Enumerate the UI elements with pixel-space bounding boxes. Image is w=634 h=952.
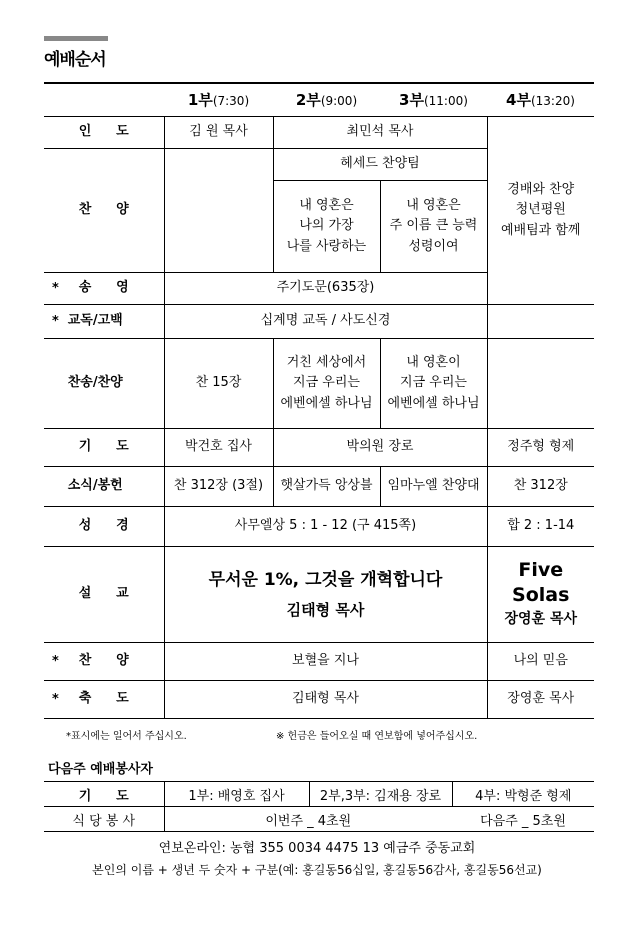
creed-row: * 교독/고백 십계명 교독 / 사도신경 — [44, 305, 594, 339]
scripture-s123: 사무엘상 5 : 1 - 12 (구 415쪽) — [164, 507, 487, 547]
offering-s3: 임마누엘 찬양대 — [380, 467, 487, 507]
dining-label: 식 당 봉 사 — [44, 807, 164, 832]
scripture-label: 성 경 — [78, 518, 129, 534]
offering-s2: 햇살가득 앙상블 — [273, 467, 380, 507]
offering-row — [44, 467, 594, 507]
prayer-s1: 박건호 집사 — [164, 429, 273, 467]
scripture-row — [44, 507, 594, 547]
closing-label: 찬 양 — [78, 653, 129, 669]
lead-label: 인 도 — [78, 124, 129, 140]
title-accent-bar — [44, 36, 108, 41]
next-prayer-label: 기 도 — [78, 788, 129, 804]
praise-s3: 내 영혼은 주 이름 큰 능력 성령이여 — [380, 181, 487, 273]
prayer-s4: 정주형 형제 — [487, 429, 594, 467]
sermon-row — [44, 547, 594, 643]
anthem-s3: 내 영혼이 지금 우리는 에벤에셀 하나님 — [380, 339, 487, 429]
sermon-s4-preacher: 장영훈 목사 — [504, 611, 577, 628]
lead-s23: 최민석 목사 — [273, 117, 487, 149]
offering-s4: 찬 312장 — [487, 467, 594, 507]
praise-s4: 경배와 찬양 청년평원 예배팀과 함께 — [487, 117, 594, 305]
praise-label: 찬 양 — [78, 202, 129, 218]
dining-this-week: 이번주 _ 4초원 — [164, 807, 452, 832]
sermon-s4-line1: Five — [518, 558, 564, 581]
online-offering-note: 본인의 이름 + 생년 두 숫자 + 구분(예: 홍길동56십일, 홍길동56감사, 홍길동56선교) — [92, 863, 542, 877]
worship-order-table — [44, 86, 594, 719]
praise-s2: 내 영혼은 나의 가장 나를 사랑하는 — [273, 181, 380, 273]
prayer-s23: 박의원 장로 — [273, 429, 487, 467]
offering-label: 소식/봉헌 — [67, 478, 123, 494]
hymn-value: 주기도문(635장) — [164, 273, 487, 305]
anthem-s1: 찬 15장 — [164, 339, 273, 429]
service-3-header: 3부(11:00) — [380, 86, 487, 117]
praise-team: 헤세드 찬양팀 — [273, 149, 487, 181]
sermon-preacher: 김태형 목사 — [286, 601, 365, 620]
online-offering-account: 연보온라인: 농협 355 0034 4475 13 예금주 중동교회 — [158, 841, 476, 856]
prayer-label: 기 도 — [78, 439, 129, 455]
anthem-label: 찬송/찬양 — [67, 375, 123, 391]
anthem-row — [44, 339, 594, 429]
closing-s123: 보혈을 지나 — [164, 643, 487, 681]
prayer-row — [44, 429, 594, 467]
creed-label: 교독/고백 — [67, 313, 123, 329]
lead-row — [44, 117, 594, 149]
sermon-s4-line2: Solas — [512, 583, 570, 606]
creed-value: 십계명 교독 / 사도신경 — [164, 305, 487, 339]
service-1-header: 1부(7:30) — [164, 86, 273, 117]
notes — [66, 727, 606, 742]
service-2-header: 2부(9:00) — [273, 86, 380, 117]
next-week-title: 다음주 예배봉사자 — [48, 762, 153, 777]
service-4-header: 4부(13:20) — [487, 86, 594, 117]
benediction-row: * 축 도 김태형 목사 장영훈 목사 — [44, 681, 594, 719]
header-row — [44, 86, 594, 117]
title-box — [44, 36, 108, 70]
offering-s1: 찬 312장 (3절) — [164, 467, 273, 507]
benediction-s123: 김태형 목사 — [164, 681, 487, 719]
title-underline — [44, 82, 594, 84]
anthem-s2: 거친 세상에서 지금 우리는 에벤에셀 하나님 — [273, 339, 380, 429]
note-standing: *표시에는 일어서 주십시오. — [66, 731, 187, 742]
lead-s1: 김 원 목사 — [164, 117, 273, 149]
closing-row: * 찬 양 보혈을 지나 나의 믿음 — [44, 643, 594, 681]
dining-next-week: 다음주 _ 5초원 — [452, 807, 594, 832]
hymn-label: 송 영 — [78, 280, 129, 296]
sermon-label: 설 교 — [78, 586, 129, 602]
next-week-table — [44, 781, 594, 832]
page-title: 예배순서 — [44, 50, 106, 70]
next-prayer-23: 2부,3부: 김재용 장로 — [309, 782, 452, 807]
benediction-label: 축 도 — [78, 691, 129, 707]
closing-s4: 나의 믿음 — [487, 643, 594, 681]
next-prayer-1: 1부: 배영호 집사 — [164, 782, 309, 807]
note-offering: ※ 헌금은 들어오실 때 연보함에 넣어주십시오. — [276, 731, 478, 742]
next-prayer-4: 4부: 박형준 형제 — [452, 782, 594, 807]
scripture-s4: 합 2 : 1-14 — [487, 507, 594, 547]
hymn-row: * 송 영 주기도문(635장) — [44, 273, 594, 305]
benediction-s4: 장영훈 목사 — [487, 681, 594, 719]
sermon-title: 무서운 1%, 그것을 개혁합니다 — [208, 569, 443, 590]
